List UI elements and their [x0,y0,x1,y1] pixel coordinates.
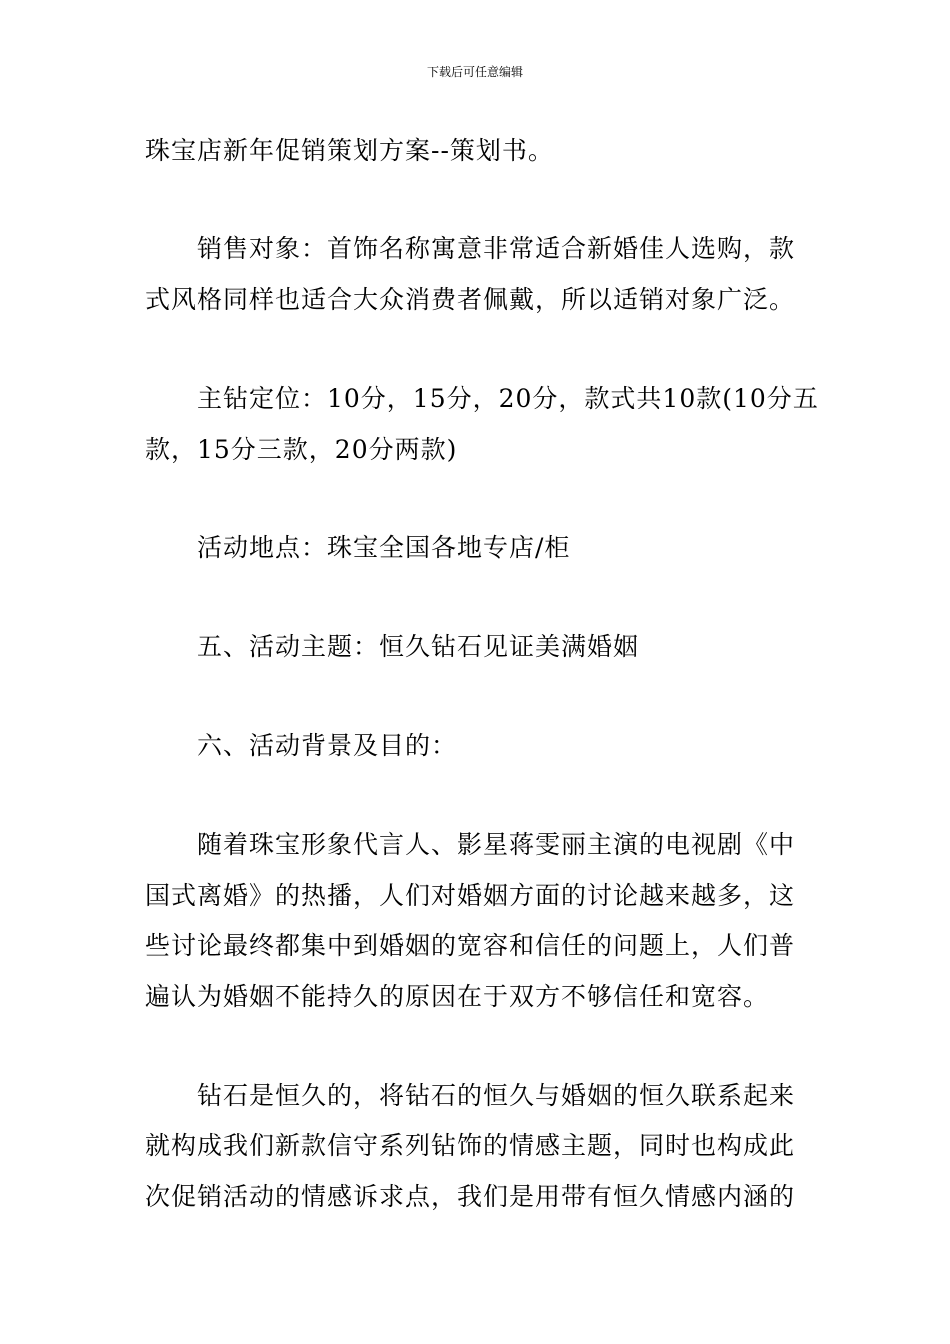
paragraph-line: 就构成我们新款信守系列钻饰的情感主题，同时也构成此 [145,1131,796,1160]
paragraph-line: 随着珠宝形象代言人、影星蒋雯丽主演的电视剧《中 [197,830,796,859]
paragraph-line: 遍认为婚姻不能持久的原因在于双方不够信任和宽容。 [145,982,770,1011]
section-heading: 五、活动主题：恒久钻石见证美满婚姻 [197,632,640,661]
header-note: 下载后可任意编辑 [426,65,523,79]
paragraph-line: 款，15分三款，20分两款) [145,435,458,464]
section-heading: 六、活动背景及目的： [197,731,458,760]
paragraph-line: 些讨论最终都集中到婚姻的宽容和信任的问题上，人们普 [145,931,796,960]
paragraph-line: 次促销活动的情感诉求点，我们是用带有恒久情感内涵的 [145,1182,796,1211]
document-title: 珠宝店新年促销策划方案--策划书。 [145,136,554,165]
paragraph-line: 销售对象：首饰名称寓意非常适合新婚佳人选购，款 [197,234,796,263]
paragraph-line: 式风格同样也适合大众消费者佩戴，所以适销对象广泛。 [145,285,796,314]
paragraph-line: 活动地点：珠宝全国各地专店/柜 [197,533,571,562]
paragraph-line: 主钻定位：10分，15分，20分，款式共10款(10分五 [197,384,819,413]
paragraph-line: 钻石是恒久的，将钻石的恒久与婚姻的恒久联系起来 [197,1081,796,1110]
paragraph-line: 国式离婚》的热播，人们对婚姻方面的讨论越来越多，这 [145,881,796,910]
